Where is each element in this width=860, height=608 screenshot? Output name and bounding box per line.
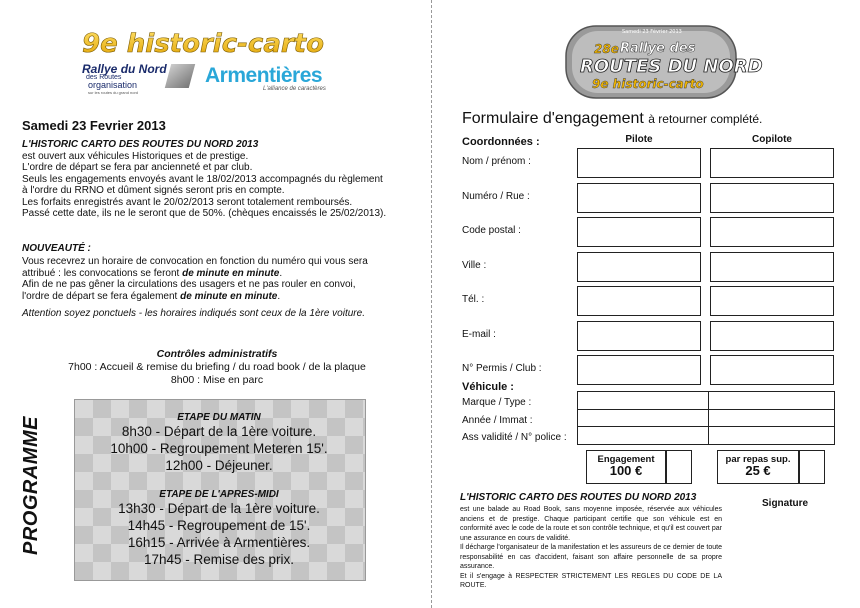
- coord-field-label: Ville :: [462, 259, 487, 271]
- legal-title: L'HISTORIC CARTO DES ROUTES DU NORD 2013: [460, 492, 697, 503]
- nouveaute-fragment: Afin de ne pas gêner la circulations des usagers et ne pas rouler en convoi,: [22, 279, 356, 290]
- form-title-main: Formulaire d'engagement: [462, 110, 644, 127]
- apm-line-3: 16h15 - Arrivée à Armentières.: [127, 535, 311, 550]
- nouveaute-text: [22, 256, 368, 302]
- vehicule-grid-line-2: [578, 426, 834, 427]
- signature-label: Signature: [762, 498, 809, 509]
- col-pilote: Pilote: [625, 134, 653, 145]
- nouveaute-fragment: .: [277, 290, 281, 302]
- logo-arm-text: Armentières: [205, 64, 323, 87]
- attention-text: Attention soyez ponctuels - les horaires indiqués sont ceux de la 1ère voiture.: [22, 308, 365, 319]
- logo-main-text: 9e historic-carto: [82, 29, 324, 59]
- logo-rallye-line2: des Routes: [86, 74, 122, 81]
- rally-logo-title2: ROUTES DU NORD: [580, 56, 763, 77]
- repas-box: [717, 450, 799, 484]
- engagement-price: 100 €: [609, 463, 643, 478]
- logo-arm-tagline: L'alliance de caractères: [263, 86, 326, 92]
- fold-line: [431, 0, 432, 608]
- nouveaute-line: [22, 256, 368, 268]
- nouveaute-line: [22, 268, 368, 280]
- programme-matin: [74, 412, 364, 474]
- controles-title: Contrôles administratifs: [156, 348, 278, 360]
- armentieres-logo: [205, 64, 335, 100]
- coord-field-label: N° Permis / Club :: [462, 363, 542, 374]
- nouveaute-line: [22, 291, 368, 303]
- pilote-field-input[interactable]: [577, 286, 701, 316]
- repas-checkbox[interactable]: [799, 450, 825, 484]
- pilote-field-input[interactable]: [577, 148, 701, 178]
- copilote-field-input[interactable]: [710, 148, 834, 178]
- nouveaute-fragment: attribué : les convocations se feront: [22, 267, 183, 279]
- intro-line: L'HISTORIC CARTO DES ROUTES DU NORD 2013: [22, 139, 259, 150]
- rally-logo-sub: 9e historic-carto: [592, 77, 704, 91]
- legal-paragraph-2: Il décharge l'organisateur de la manifestation et les assureurs de ce dernier de toute responsabilité en cas d'accident, faisant son affaire personnelle de sa propre assurance.: [460, 544, 722, 570]
- copilote-field-input[interactable]: [710, 217, 834, 247]
- vehicule-field-assurance: Ass validité / N° police :: [462, 432, 567, 443]
- intro-line: Les forfaits enregistrés avant le 20/02/2013 seront totalement remboursés.: [22, 196, 353, 208]
- matin-line-1: 8h30 - Départ de la 1ère voiture.: [121, 424, 317, 439]
- vehicule-field-marque: Marque / Type :: [462, 397, 532, 408]
- intro-line: est ouvert aux véhicules Historiques et de prestige.: [22, 150, 249, 162]
- vehicule-grid: [577, 391, 835, 445]
- rallye-du-nord-logo: [82, 62, 194, 98]
- coord-field-label: E-mail :: [462, 328, 496, 340]
- programme-label: PROGRAMME: [20, 416, 42, 555]
- event-date: Samedi 23 Fevrier 2013: [22, 118, 166, 133]
- coordonnees-title: Coordonnées :: [462, 136, 540, 148]
- copilote-field-input[interactable]: [710, 321, 834, 351]
- copilote-field-input[interactable]: [710, 183, 834, 213]
- logo-rallye-line4: sur les routes du grand nord: [88, 90, 139, 95]
- rally-logo-date: Samedi 23 Février 2013: [622, 29, 682, 35]
- vehicule-grid-line-1: [578, 409, 834, 410]
- etape-matin-title: ETAPE DU MATIN: [177, 412, 261, 423]
- matin-line-2: 10h00 - Regroupement Meteren 15'.: [110, 441, 328, 456]
- repas-label: par repas sup.: [725, 454, 791, 465]
- nouveaute-fragment: Vous recevrez un horaire de convocation en fonction du numéro qui vous sera: [22, 256, 368, 267]
- nouveaute-line: [22, 279, 368, 291]
- pilote-field-input[interactable]: [577, 252, 701, 282]
- pilote-field-input[interactable]: [577, 355, 701, 385]
- form-title-sub: à retourner complété.: [648, 112, 763, 126]
- vehicule-grid-divider: [708, 392, 709, 444]
- intro-line: Seuls les engagements envoyés avant le 18/02/2013 accompagnés du règlement: [22, 173, 383, 185]
- apm-line-1: 13h30 - Départ de la 1ère voiture.: [118, 501, 320, 516]
- intro-text: [22, 139, 386, 220]
- apm-line-2: 14h45 - Regroupement de 15'.: [127, 518, 311, 533]
- coord-field-label: Nom / prénom :: [462, 156, 531, 167]
- coord-field-label: Numéro / Rue :: [462, 190, 530, 202]
- emphasis-text: de minute en minute: [182, 267, 280, 279]
- intro-line: à l'ordre du RRNO et dûment signés seront pris en compte.: [22, 185, 285, 196]
- nouveaute-fragment: .: [279, 267, 283, 279]
- nouveaute-fragment: l'ordre de départ se fera également: [22, 290, 181, 302]
- controles-line-2: 8h00 : Mise en parc: [170, 374, 264, 386]
- apm-line-4: 17h45 - Remise des prix.: [143, 552, 295, 567]
- rally-logo-number: 28e: [594, 42, 619, 56]
- historic-carto-logo: [80, 25, 330, 61]
- matin-line-3: 12h00 - Déjeuner.: [165, 458, 273, 473]
- legal-paragraph-1: est une balade au Road Book, sans moyenne imposée, réservée aux véhicules anciens et de prestige. Chaque participant certifie que son véhicule est en conformité avec le code de la route et son contrôle technique, et qu'il est couvert par une assurance en cours de validité.: [460, 506, 722, 542]
- pilote-field-input[interactable]: [577, 321, 701, 351]
- form-title: [462, 110, 762, 128]
- nouveaute-title: NOUVEAUTÉ :: [22, 243, 91, 254]
- intro-line: L'ordre de départ se fera par ancienneté et par club.: [22, 162, 253, 173]
- legal-paragraph-3: Et il s'engage à RESPECTER STRICTEMENT LES REGLES DU CODE DE LA ROUTE.: [460, 572, 722, 589]
- pilote-field-input[interactable]: [577, 183, 701, 213]
- etape-apm-title: ETAPE DE L'APRES-MIDI: [159, 489, 279, 500]
- intro-line: Passé cette date, ils ne le seront que de 50%. (chèques encaissés le 25/02/2013).: [22, 208, 387, 219]
- rallye-routes-du-nord-logo: [558, 22, 763, 104]
- coord-field-label: Tél. :: [462, 294, 485, 305]
- programme-apm: [74, 489, 364, 568]
- vehicule-field-annee: Année / Immat :: [462, 415, 533, 426]
- controles-block: [22, 348, 412, 387]
- engagement-box: [586, 450, 666, 484]
- rally-logo-title: Rallye des: [620, 41, 696, 56]
- coord-field-label: Code postal :: [462, 225, 521, 236]
- emphasis-text: de minute en minute: [180, 290, 278, 302]
- engagement-label: Engagement: [597, 454, 655, 465]
- copilote-field-input[interactable]: [710, 252, 834, 282]
- vehicule-title: Véhicule :: [462, 381, 514, 393]
- pilote-field-input[interactable]: [577, 217, 701, 247]
- col-copilote: Copilote: [752, 134, 792, 145]
- logo-rallye-line1: Rallye du Nord: [82, 62, 167, 76]
- copilote-field-input[interactable]: [710, 286, 834, 316]
- legal-text: [460, 505, 722, 591]
- repas-price: 25 €: [745, 463, 771, 478]
- engagement-checkbox[interactable]: [666, 450, 692, 484]
- controles-line-1: 7h00 : Accueil & remise du briefing / du road book / de la plaque: [68, 361, 366, 373]
- copilote-field-input[interactable]: [710, 355, 834, 385]
- logo-rallye-line3: organisation: [88, 80, 138, 90]
